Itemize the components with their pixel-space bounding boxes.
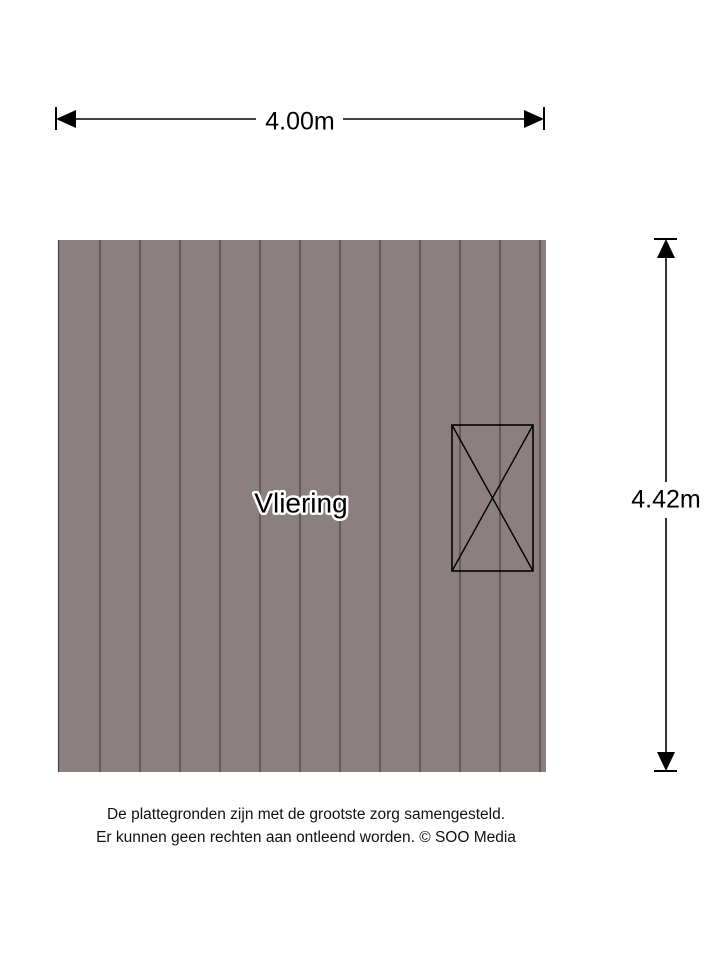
room-label: Vliering [254,487,348,519]
arrowhead-right-icon [524,110,544,128]
disclaimer-line-1: De plattegronden zijn met de grootste zorg samengesteld. [106,806,506,823]
room-vliering [58,240,546,772]
width-dimension-label: 4.00m [265,107,335,136]
arrowhead-left-icon [56,110,76,128]
arrowhead-up-icon [657,239,675,258]
disclaimer [0,803,612,849]
depth-dimension-label: 4.42m [631,485,701,514]
disclaimer-line-2: Er kunnen geen rechten aan ontleend worden. © SOO Media [96,829,516,846]
width-dimension [56,107,544,136]
depth-dimension [631,239,700,771]
arrowhead-down-icon [657,752,675,771]
